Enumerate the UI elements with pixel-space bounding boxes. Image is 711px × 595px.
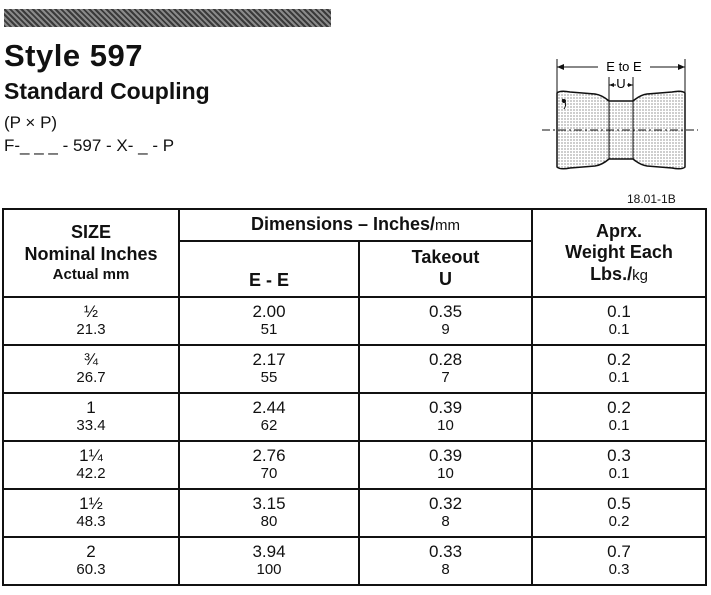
u-dimension-label: U	[616, 76, 626, 91]
table-row	[3, 345, 706, 393]
size-cell: ¾ 26.7	[3, 345, 179, 393]
ee-cell: 2.17 55	[179, 345, 359, 393]
ee-header: E - E	[179, 241, 359, 297]
takeout-cell: 0.39 10	[359, 441, 532, 489]
table-row	[3, 537, 706, 585]
weight-cell: 0.2 0.1	[532, 345, 706, 393]
size-cell: 2 60.3	[3, 537, 179, 585]
coupling-diagram	[540, 55, 700, 180]
header-pattern-bar	[4, 9, 331, 27]
weight-cell: 0.3 0.1	[532, 441, 706, 489]
ee-dimension-label: E to E	[606, 59, 642, 74]
ee-cell: 2.76 70	[179, 441, 359, 489]
takeout-header: Takeout U	[359, 241, 532, 297]
document-code: 18.01-1B	[627, 192, 676, 206]
takeout-cell: 0.35 9	[359, 297, 532, 345]
size-cell: 1½ 48.3	[3, 489, 179, 537]
ee-cell: 3.15 80	[179, 489, 359, 537]
weight-cell: 0.5 0.2	[532, 489, 706, 537]
size-cell: ½ 21.3	[3, 297, 179, 345]
takeout-cell: 0.33 8	[359, 537, 532, 585]
takeout-cell: 0.28 7	[359, 345, 532, 393]
table-row	[3, 393, 706, 441]
table-row	[3, 489, 706, 537]
takeout-cell: 0.32 8	[359, 489, 532, 537]
weight-cell: 0.1 0.1	[532, 297, 706, 345]
takeout-cell: 0.39 10	[359, 393, 532, 441]
weight-header: Aprx. Weight Each Lbs./kg	[532, 209, 706, 297]
dimensions-table	[2, 208, 707, 586]
table-row	[3, 441, 706, 489]
ee-cell: 2.00 51	[179, 297, 359, 345]
size-header: SIZE Nominal Inches Actual mm	[3, 209, 179, 297]
page-subtitle: Standard Coupling	[4, 78, 210, 104]
page-title: Style 597	[4, 38, 143, 73]
size-cell: 1¼ 42.2	[3, 441, 179, 489]
ee-cell: 3.94 100	[179, 537, 359, 585]
dimensions-header: Dimensions – Inches/mm	[179, 209, 532, 241]
size-cell: 1 33.4	[3, 393, 179, 441]
connection-type: (P × P)	[4, 113, 58, 132]
table-row	[3, 297, 706, 345]
part-number-format: F-_ _ _ - 597 - X- _ - P	[4, 136, 175, 155]
weight-cell: 0.2 0.1	[532, 393, 706, 441]
ee-cell: 2.44 62	[179, 393, 359, 441]
weight-cell: 0.7 0.3	[532, 537, 706, 585]
